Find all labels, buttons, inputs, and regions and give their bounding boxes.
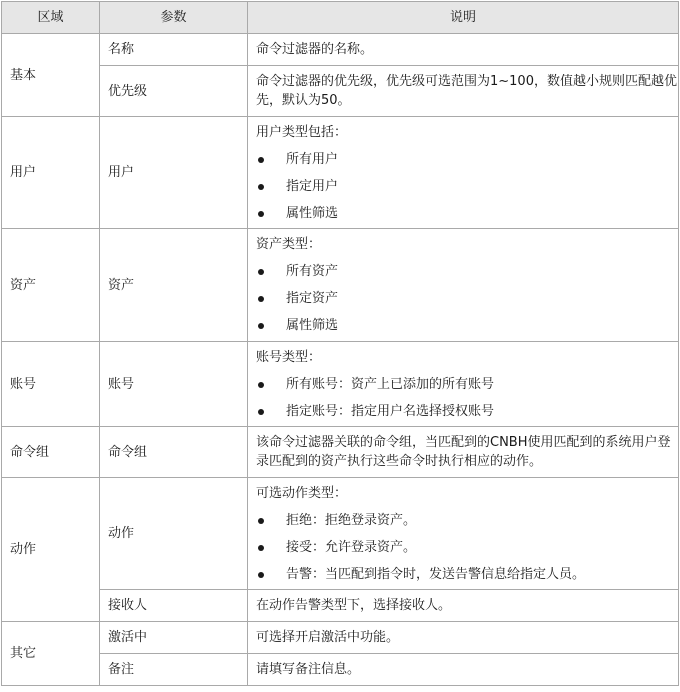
desc-cell [248, 590, 679, 622]
desc-intro: 用户类型包括： [256, 124, 348, 140]
desc-text: 命令过滤器的优先级，优先级可选范围为1~100，数值越小规则匹配越优先，默认为50。 [256, 74, 677, 108]
table-body [2, 34, 679, 686]
bullet-list [256, 511, 678, 584]
area-cell: 其它 [2, 622, 100, 686]
table-row [2, 342, 679, 427]
list-item: 所有账号：资产上已添加的所有账号 [256, 375, 678, 394]
list-item: 接受：允许登录资产。 [256, 538, 678, 557]
param-cell: 账号 [100, 342, 248, 427]
param-cell: 命令组 [100, 427, 248, 478]
desc-text: 在动作告警类型下，选择接收人。 [256, 598, 452, 613]
desc-text: 请填写备注信息。 [256, 662, 361, 677]
desc-text: 该命令过滤器关联的命令组，当匹配到的CNBH使用匹配到的系统用户登录匹配到的资产执行这些命令时执行相应的动作。 [256, 435, 671, 469]
header-area: 区域 [2, 2, 100, 34]
param-cell: 资产 [100, 229, 248, 342]
list-item: 所有用户 [256, 150, 678, 169]
table-row [2, 590, 679, 622]
list-item: 告警：当匹配到指令时，发送告警信息给指定人员。 [256, 565, 678, 584]
list-item: 所有资产 [256, 262, 678, 281]
table-row [2, 478, 679, 590]
desc-cell [248, 229, 679, 342]
bullet-list [256, 262, 678, 335]
header-parameter: 参数 [100, 2, 248, 34]
table-row [2, 229, 679, 342]
header-row [2, 2, 679, 34]
area-cell: 基本 [2, 34, 100, 117]
area-cell: 账号 [2, 342, 100, 427]
desc-intro: 账号类型： [256, 349, 322, 365]
param-cell: 激活中 [100, 622, 248, 654]
list-item: 属性筛选 [256, 316, 678, 335]
table-row [2, 427, 679, 478]
desc-cell [248, 622, 679, 654]
area-cell: 用户 [2, 117, 100, 229]
table-row [2, 654, 679, 686]
param-cell: 优先级 [100, 66, 248, 117]
area-cell: 资产 [2, 229, 100, 342]
param-cell: 备注 [100, 654, 248, 686]
desc-text: 命令过滤器的名称。 [256, 42, 374, 57]
desc-text: 可选择开启激活中功能。 [256, 630, 400, 645]
table-row [2, 117, 679, 229]
list-item: 指定用户 [256, 177, 678, 196]
desc-intro: 资产类型： [256, 237, 322, 252]
area-cell: 动作 [2, 478, 100, 622]
bullet-list [256, 375, 678, 421]
desc-intro: 可选动作类型： [256, 485, 348, 501]
param-cell: 动作 [100, 478, 248, 590]
desc-cell [248, 478, 679, 590]
desc-cell [248, 427, 679, 478]
list-item: 指定资产 [256, 289, 678, 308]
list-item: 拒绝：拒绝登录资产。 [256, 511, 678, 530]
param-cell: 用户 [100, 117, 248, 229]
param-cell: 接收人 [100, 590, 248, 622]
param-cell: 名称 [100, 34, 248, 66]
table-row [2, 34, 679, 66]
table-row [2, 622, 679, 654]
desc-cell [248, 34, 679, 66]
area-cell: 命令组 [2, 427, 100, 478]
list-item: 指定账号：指定用户名选择授权账号 [256, 402, 678, 421]
table-header [2, 2, 679, 34]
desc-cell [248, 117, 679, 229]
header-description: 说明 [248, 2, 679, 34]
table-row [2, 66, 679, 117]
bullet-list [256, 150, 678, 223]
list-item: 属性筛选 [256, 204, 678, 223]
desc-cell [248, 654, 679, 686]
desc-cell [248, 66, 679, 117]
parameter-table [1, 1, 679, 686]
desc-cell [248, 342, 679, 427]
